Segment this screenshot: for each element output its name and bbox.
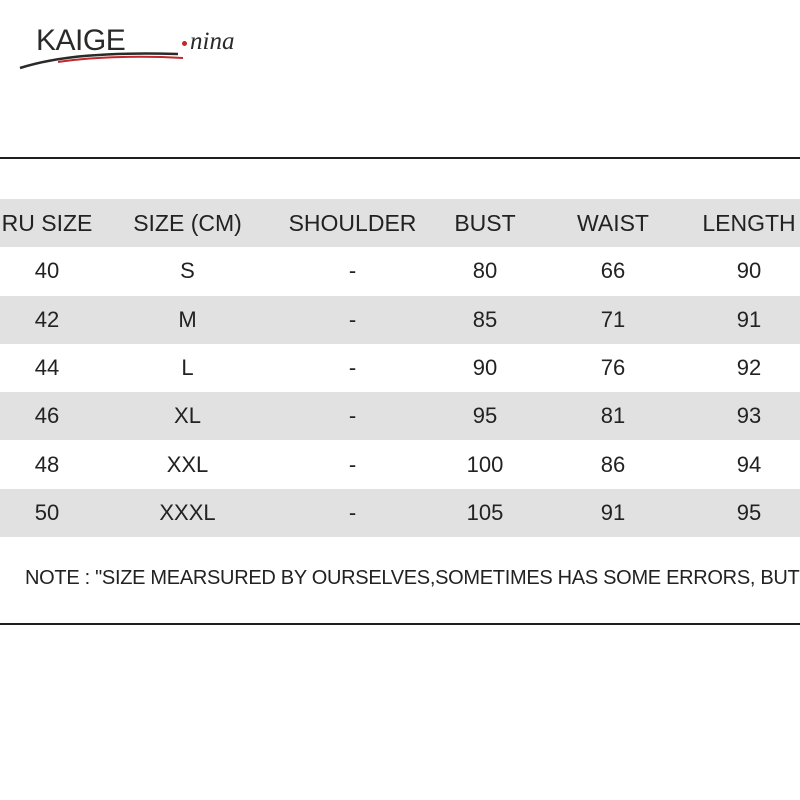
- cell-shoulder: -: [348, 258, 357, 284]
- table-row: [0, 247, 800, 295]
- cell-bust: 85: [472, 306, 498, 332]
- top-divider: [0, 157, 800, 159]
- header-bust: BUST: [454, 209, 516, 236]
- size-table: [0, 199, 800, 537]
- cell-ru-size: 46: [34, 403, 60, 429]
- cell-waist: 71: [600, 306, 626, 332]
- cell-waist: 81: [600, 403, 626, 429]
- table-row: [0, 489, 800, 537]
- table-row: [0, 440, 800, 488]
- logo-sub: nina: [190, 28, 235, 55]
- header-waist: WAIST: [577, 209, 649, 236]
- logo-dot: [182, 41, 187, 46]
- cell-ru-size: 48: [34, 451, 60, 477]
- logo-name: KAIGE: [36, 24, 126, 57]
- cell-size: S: [180, 258, 195, 284]
- cell-length: 94: [736, 451, 762, 477]
- cell-ru-size: 40: [34, 258, 60, 284]
- cell-size: M: [178, 306, 197, 332]
- cell-bust: 80: [472, 258, 498, 284]
- cell-length: 92: [736, 355, 762, 381]
- cell-length: 93: [736, 403, 762, 429]
- cell-ru-size: 50: [34, 499, 60, 525]
- cell-length: 91: [736, 306, 762, 332]
- header-size-cm: SIZE (CM): [133, 209, 242, 236]
- cell-bust: 105: [466, 499, 504, 525]
- table-row: [0, 392, 800, 440]
- table-header-row: [0, 199, 800, 247]
- cell-waist: 76: [600, 355, 626, 381]
- cell-bust: 100: [466, 451, 504, 477]
- brand-logo: [18, 18, 258, 78]
- header-ru-size: RU SIZE: [1, 209, 93, 236]
- cell-size: L: [181, 355, 194, 381]
- cell-shoulder: -: [348, 451, 357, 477]
- cell-waist: 66: [600, 258, 626, 284]
- table-row: [0, 296, 800, 344]
- table-row: [0, 344, 800, 392]
- cell-shoulder: -: [348, 499, 357, 525]
- cell-length: 90: [736, 258, 762, 284]
- header-length: LENGTH: [702, 209, 796, 236]
- cell-shoulder: -: [348, 306, 357, 332]
- cell-size: XXL: [166, 451, 209, 477]
- cell-size: XXXL: [159, 499, 216, 525]
- note-text: NOTE : "SIZE MEARSURED BY OURSELVES,SOMETIMES HAS SOME ERRORS, BUT: [25, 567, 800, 589]
- cell-shoulder: -: [348, 355, 357, 381]
- header-shoulder: SHOULDER: [288, 209, 417, 236]
- cell-bust: 95: [472, 403, 498, 429]
- cell-ru-size: 44: [34, 355, 60, 381]
- cell-waist: 86: [600, 451, 626, 477]
- cell-length: 95: [736, 499, 762, 525]
- cell-shoulder: -: [348, 403, 357, 429]
- cell-waist: 91: [600, 499, 626, 525]
- cell-bust: 90: [472, 355, 498, 381]
- cell-size: XL: [174, 403, 201, 429]
- bottom-divider: [0, 623, 800, 625]
- cell-ru-size: 42: [34, 306, 60, 332]
